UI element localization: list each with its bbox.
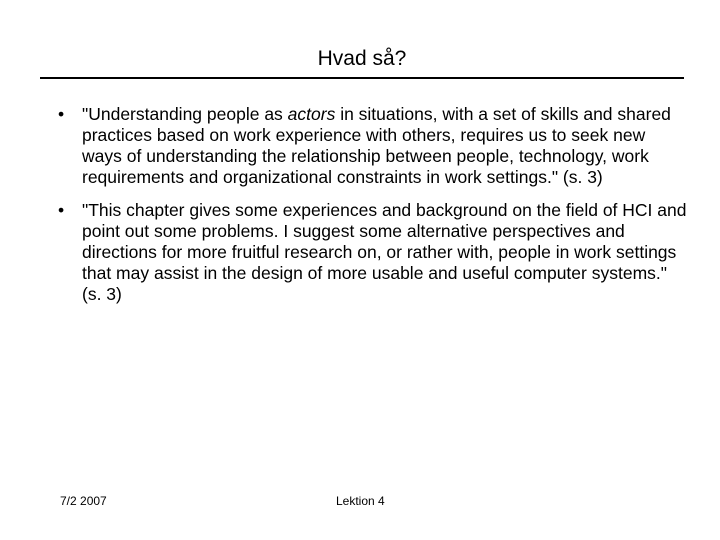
footer-lesson: Lektion 4 <box>336 494 385 508</box>
footer-date: 7/2 2007 <box>60 494 107 508</box>
bullet-list <box>58 104 688 317</box>
bullet-text <box>82 104 671 187</box>
bullet-text-after: in situations, with a set of skills and shared practices based on work experience with others, requires us to seek new ways of understanding the relationship between people, technology, work requirements and organizational constraints in work settings." (s. 3) <box>82 104 671 187</box>
bullet-marker: • <box>58 104 65 124</box>
title-divider <box>40 77 684 79</box>
bullet-marker: • <box>58 200 65 220</box>
bullet-text-before: "Understanding people as <box>82 104 288 124</box>
bullet-text-emphasis: actors <box>287 104 336 124</box>
bullet-item-2 <box>58 200 688 305</box>
bullet-item-1 <box>58 104 688 188</box>
bullet-text: "This chapter gives some experiences and background on the field of HCI and point out some problems. I suggest some alternative perspectives and directions for more fruitful research on, or rather with, people in work settings that may assist in the design of more usable and useful computer systems." (s. 3) <box>82 200 687 304</box>
slide-title: Hvad så? <box>317 47 407 70</box>
